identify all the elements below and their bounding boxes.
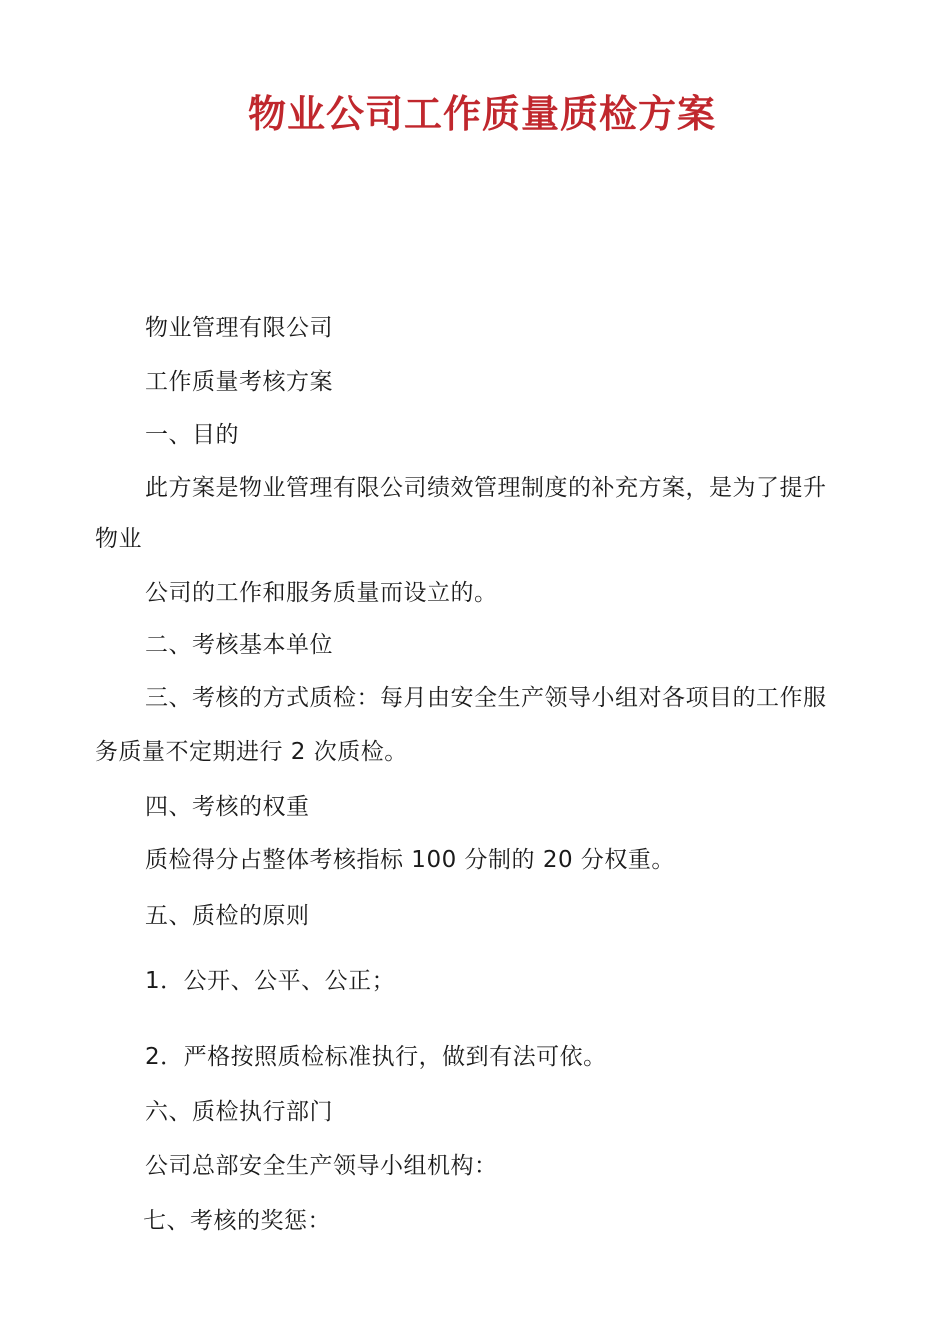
heading-basic-unit: 二、考核基本单位	[145, 632, 333, 658]
paragraph-purpose-line1: 此方案是物业管理有限公司绩效管理制度的补充方案，是为了提升	[145, 475, 827, 501]
heading-purpose: 一、目的	[145, 422, 239, 448]
heading-rewards: 七、考核的奖惩：	[143, 1208, 331, 1234]
heading-department: 六、质检执行部门	[145, 1099, 333, 1125]
paragraph-plan-name: 工作质量考核方案	[145, 369, 333, 395]
heading-principles: 五、质检的原则	[145, 903, 310, 929]
heading-weight: 四、考核的权重	[145, 794, 310, 820]
paragraph-company-name: 物业管理有限公司	[145, 315, 333, 341]
list-item-principle-2: 2．严格按照质检标准执行，做到有法可依。	[145, 1044, 607, 1070]
paragraph-method-line2: 务质量不定期进行 2 次质检。	[95, 739, 408, 765]
paragraph-weight: 质检得分占整体考核指标 100 分制的 20 分权重。	[145, 847, 675, 873]
list-item-principle-1: 1．公开、公平、公正；	[145, 968, 396, 994]
document-title: 物业公司工作质量质检方案	[247, 92, 716, 136]
paragraph-method-line1: 三、考核的方式质检：每月由安全生产领导小组对各项目的工作服	[145, 685, 827, 711]
paragraph-department: 公司总部安全生产领导小组机构：	[145, 1153, 498, 1179]
paragraph-purpose-line2: 物业	[95, 526, 142, 552]
paragraph-purpose-line3: 公司的工作和服务质量而设立的。	[145, 580, 498, 606]
